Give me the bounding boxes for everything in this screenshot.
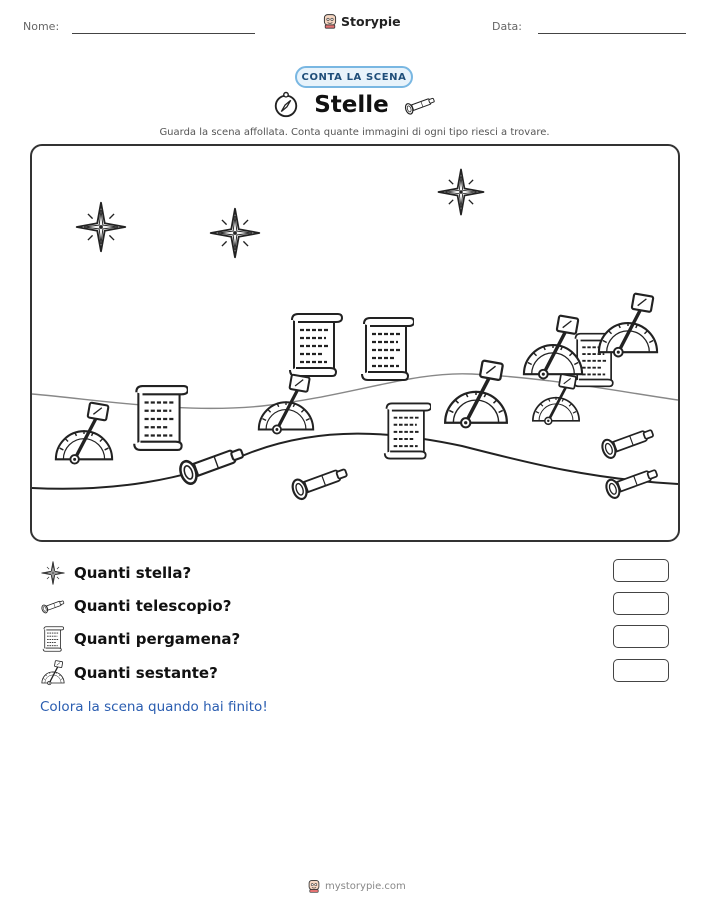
question-stars xyxy=(40,559,191,587)
name-label: Nome: xyxy=(23,20,60,33)
name-field[interactable] xyxy=(72,33,255,34)
coloring-note: Colora la scena quando hai finito! xyxy=(40,699,268,715)
counting-scene xyxy=(30,144,680,542)
question-label: Quanti sestante? xyxy=(74,664,218,682)
scroll-item xyxy=(134,386,188,450)
question-scrolls xyxy=(40,625,240,653)
telescope-item xyxy=(290,463,349,501)
question-label: Quanti stella? xyxy=(74,564,192,582)
question-telescopes xyxy=(40,592,231,620)
compass-icon xyxy=(272,90,300,120)
footer xyxy=(307,879,406,893)
star-icon xyxy=(40,560,66,586)
sextant-item xyxy=(599,293,657,356)
telescope-icon xyxy=(40,593,66,619)
star-item xyxy=(438,169,483,214)
sextant-icon xyxy=(40,660,66,686)
brand-name: Storypie xyxy=(341,13,401,29)
date-label: Data: xyxy=(492,20,522,33)
answer-box-stars[interactable] xyxy=(613,559,669,582)
sextant-item xyxy=(445,360,507,427)
answer-box-telescopes[interactable] xyxy=(613,592,669,615)
telescope-icon xyxy=(403,94,437,116)
star-item xyxy=(77,203,126,252)
question-label: Quanti telescopio? xyxy=(74,597,232,615)
scroll-item xyxy=(290,314,342,376)
date-field[interactable] xyxy=(538,33,686,34)
star-item xyxy=(211,209,260,258)
question-label: Quanti pergamena? xyxy=(74,630,241,648)
sextant-item xyxy=(56,402,112,463)
storypie-mascot-icon xyxy=(322,13,338,29)
activity-badge: CONTA LA SCENA xyxy=(295,66,413,88)
telescope-item xyxy=(600,424,656,460)
answer-box-scrolls[interactable] xyxy=(613,625,669,648)
question-sextants xyxy=(40,659,218,687)
instructions: Guarda la scena affollata. Conta quante immagini di ogni tipo riesci a trovare. xyxy=(159,127,550,138)
answer-box-sextants[interactable] xyxy=(613,659,669,682)
brand-logo xyxy=(322,13,401,29)
sextant-item xyxy=(524,315,582,378)
title-row xyxy=(0,90,709,120)
footer-url: mystorypie.com xyxy=(325,880,406,892)
telescope-item xyxy=(177,442,246,486)
storypie-mascot-icon xyxy=(307,879,321,893)
scroll-item xyxy=(385,403,431,458)
scroll-item xyxy=(362,318,414,380)
scroll-icon xyxy=(40,626,66,652)
sextant-item xyxy=(259,375,313,434)
page-title: Stelle xyxy=(314,92,389,118)
